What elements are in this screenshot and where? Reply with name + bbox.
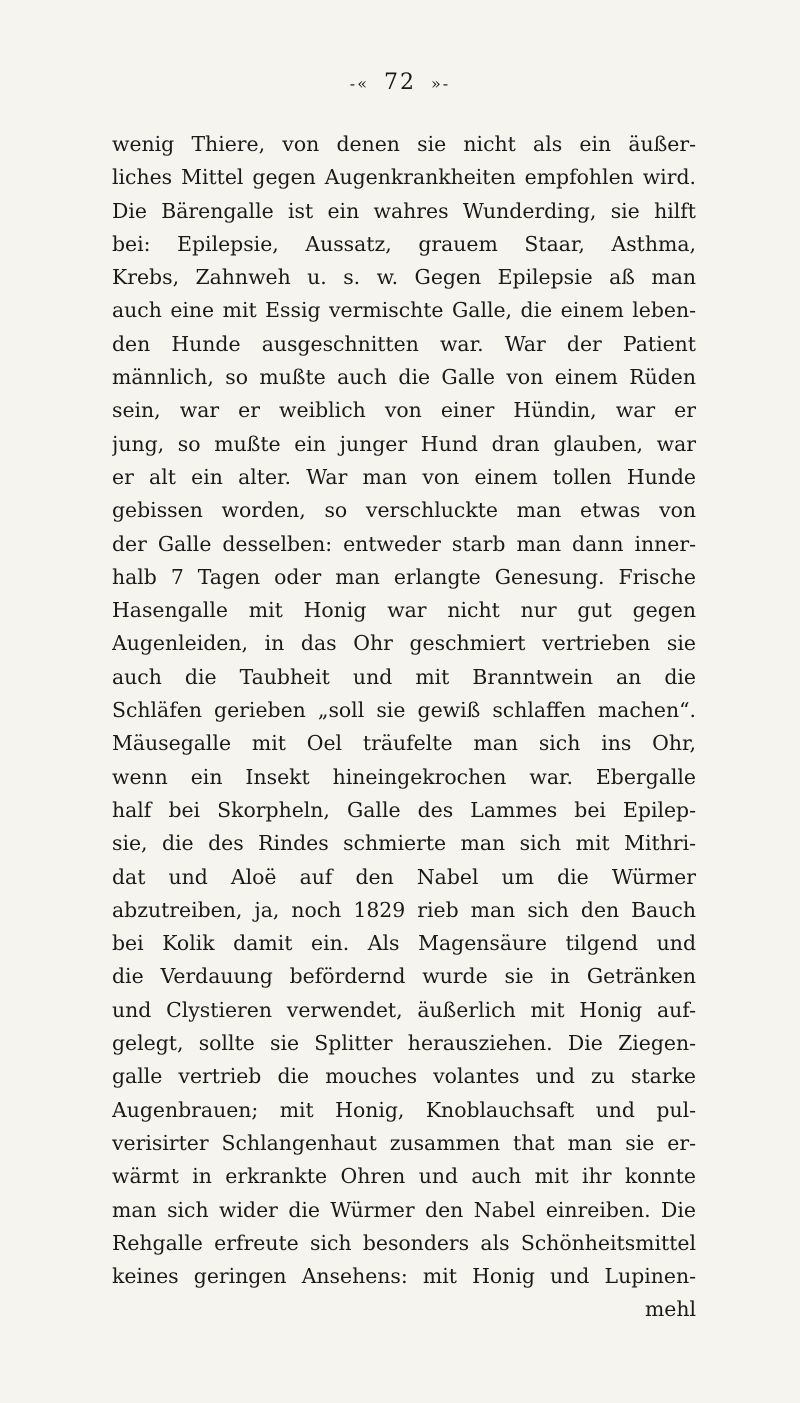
text-line: bei Kolik damit ein. Als Magensäure tilgend und [112,931,696,956]
text-line: sie, die des Rindes schmierte man sich mit Mithri- [112,831,696,856]
page-number: 72 [384,70,416,95]
text-line: gelegt, sollte sie Splitter herausziehen. Die Ziegen- [112,1031,696,1056]
page-header [0,70,800,95]
text-line: Krebs, Zahnweh u. s. w. Gegen Epilepsie aß man [112,265,696,290]
text-line: liches Mittel gegen Augenkrankheiten empfohlen wird. [112,165,696,190]
text-line: Augenleiden, in das Ohr geschmiert vertrieben sie [112,631,696,656]
text-line: und Clystieren verwendet, äußerlich mit Honig auf- [112,997,696,1022]
text-line: sein, war er weiblich von einer Hündin, war er [112,398,696,423]
text-line: galle vertrieb die mouches volantes und zu starke [112,1064,696,1089]
right-ornament: »- [431,73,451,93]
text-line: den Hunde ausgeschnitten war. War der Patient [112,331,696,356]
text-line: verisirter Schlangenhaut zusammen that man sie er- [112,1130,696,1155]
text-line: Mäusegalle mit Oel träufelte man sich ins Ohr, [112,731,696,756]
text-line: wärmt in erkrankte Ohren und auch mit ihr konnte [112,1164,696,1189]
text-line: keines geringen Ansehens: mit Honig und Lupinen- [112,1264,696,1289]
text-line: Hasengalle mit Honig war nicht nur gut gegen [112,598,696,623]
text-line: jung, so mußte ein junger Hund dran glauben, war [112,431,696,456]
text-line: wenn ein Insekt hineingekrochen war. Ebergalle [112,764,696,789]
text-line: die Verdauung befördernd wurde sie in Getränken [112,964,696,989]
text-line: halb 7 Tagen oder man erlangte Genesung. Frische [112,564,696,589]
text-line: Schläfen gerieben „soll sie gewiß schlaffen machen“. [112,698,696,723]
text-line: Die Bärengalle ist ein wahres Wunderding, sie hilft [112,198,696,223]
text-line: gebissen worden, so verschluckte man etwas von [112,498,696,523]
text-line: auch die Taubheit und mit Branntwein an die [112,664,696,689]
text-line: männlich, so mußte auch die Galle von einem Rüden [112,365,696,390]
text-line: man sich wider die Würmer den Nabel einreiben. Die [112,1197,696,1222]
text-line: wenig Thiere, von denen sie nicht als ein äußer- [112,132,696,156]
text-line: er alt ein alter. War man von einem tollen Hunde [112,464,696,489]
text-line: half bei Skorpheln, Galle des Lammes bei Epilep- [112,797,696,822]
left-ornament: -« [349,73,369,93]
text-line: bei: Epilepsie, Aussatz, grauem Staar, Asthma, [112,231,696,256]
catchword: mehl [644,1297,696,1322]
text-line: dat und Aloë auf den Nabel um die Würmer [112,864,696,889]
text-line: der Galle desselben: entweder starb man dann inner- [112,531,696,556]
text-line: Rehgalle erfreute sich besonders als Schönheitsmittel [112,1230,696,1255]
text-line: abzutreiben, ja, noch 1829 rieb man sich den Bauch [112,897,696,922]
text-line: auch eine mit Essig vermischte Galle, die einem leben- [112,298,696,323]
text-line: Augenbrauen; mit Honig, Knoblauchsaft und pul- [112,1097,696,1122]
body-text [112,128,696,1327]
